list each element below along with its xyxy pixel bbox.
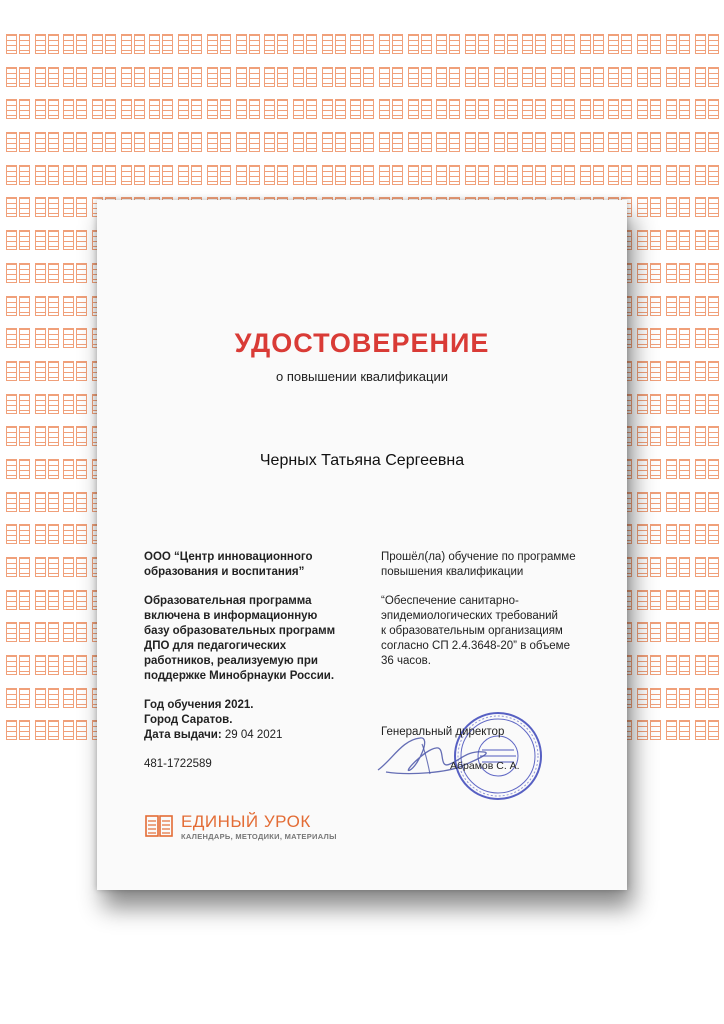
book-pattern-icon (236, 132, 260, 152)
book-pattern-icon (322, 34, 346, 54)
book-pattern-icon (637, 34, 661, 54)
book-pattern-icon (350, 132, 374, 152)
book-pattern-icon (293, 99, 317, 119)
book-pattern-icon (494, 165, 518, 185)
book-pattern-icon (350, 67, 374, 87)
book-pattern-icon (666, 426, 690, 446)
book-pattern-icon (293, 165, 317, 185)
book-pattern-icon (637, 622, 661, 642)
certificate-subtitle: о повышении квалификации (276, 369, 448, 384)
book-pattern-icon (695, 557, 719, 577)
book-pattern-icon (121, 132, 145, 152)
book-pattern-icon (178, 165, 202, 185)
book-pattern-icon (35, 328, 59, 348)
book-pattern-icon (6, 263, 30, 283)
book-pattern-icon (63, 459, 87, 479)
program-title: “Обеспечение санитарно- эпидемиологических требований к образовательным организациям согласно СП 2.4.3648-20” в объеме 36 часов. (381, 595, 570, 667)
book-pattern-icon (436, 67, 460, 87)
book-pattern-icon (264, 34, 288, 54)
book-pattern-icon (637, 655, 661, 675)
book-pattern-icon (63, 230, 87, 250)
book-pattern-icon (666, 459, 690, 479)
book-pattern-icon (63, 361, 87, 381)
book-pattern-icon (695, 394, 719, 414)
issue-details (144, 698, 359, 743)
organization-name: ООО “Центр инновационного образования и воспитания” (144, 551, 313, 578)
book-pattern-icon (207, 165, 231, 185)
training-statement: Прошёл(ла) обучение по программе повышения квалификации (381, 551, 576, 578)
book-pattern-icon (350, 99, 374, 119)
book-pattern-icon (149, 67, 173, 87)
open-book-icon (145, 815, 173, 837)
program-block (381, 550, 606, 683)
book-pattern-icon (35, 426, 59, 446)
recipient-name: Черных Татьяна Сергеевна (259, 452, 465, 469)
book-pattern-icon (608, 34, 632, 54)
book-pattern-icon (695, 230, 719, 250)
book-pattern-icon (436, 99, 460, 119)
book-pattern-icon (695, 492, 719, 512)
book-pattern-icon (178, 99, 202, 119)
book-pattern-icon (580, 34, 604, 54)
book-pattern-icon (379, 165, 403, 185)
book-pattern-icon (408, 132, 432, 152)
logo-tagline: КАЛЕНДАРЬ, МЕТОДИКИ, МАТЕРИАЛЫ (181, 832, 337, 841)
book-pattern-icon (6, 720, 30, 740)
book-pattern-icon (666, 34, 690, 54)
book-pattern-icon (465, 34, 489, 54)
book-pattern-icon (522, 132, 546, 152)
book-pattern-icon (695, 197, 719, 217)
book-pattern-icon (6, 688, 30, 708)
book-pattern-icon (608, 165, 632, 185)
book-pattern-icon (637, 99, 661, 119)
book-pattern-icon (637, 132, 661, 152)
book-pattern-icon (637, 263, 661, 283)
book-pattern-icon (6, 394, 30, 414)
book-pattern-icon (666, 524, 690, 544)
book-pattern-icon (207, 132, 231, 152)
book-pattern-icon (551, 132, 575, 152)
book-pattern-icon (637, 720, 661, 740)
book-pattern-icon (637, 230, 661, 250)
book-pattern-icon (6, 590, 30, 610)
book-pattern-icon (6, 361, 30, 381)
book-pattern-icon (63, 590, 87, 610)
book-pattern-icon (264, 132, 288, 152)
book-pattern-icon (6, 426, 30, 446)
book-pattern-icon (695, 622, 719, 642)
book-pattern-icon (551, 67, 575, 87)
book-pattern-icon (695, 34, 719, 54)
book-pattern-icon (350, 34, 374, 54)
book-pattern-icon (35, 688, 59, 708)
book-pattern-icon (580, 165, 604, 185)
certificate-title: УДОСТОВЕРЕНИЕ (234, 328, 490, 358)
book-pattern-icon (666, 655, 690, 675)
book-pattern-icon (379, 132, 403, 152)
book-pattern-icon (695, 99, 719, 119)
book-pattern-icon (121, 99, 145, 119)
book-pattern-icon (6, 132, 30, 152)
book-pattern-icon (293, 67, 317, 87)
book-pattern-icon (92, 99, 116, 119)
book-pattern-icon (35, 492, 59, 512)
book-pattern-icon (6, 165, 30, 185)
book-pattern-icon (63, 394, 87, 414)
book-pattern-icon (408, 165, 432, 185)
book-pattern-icon (92, 34, 116, 54)
director-name: Абрамов С. А. (450, 760, 520, 772)
book-pattern-icon (666, 230, 690, 250)
book-pattern-icon (293, 132, 317, 152)
book-pattern-icon (695, 296, 719, 316)
book-pattern-icon (207, 34, 231, 54)
book-pattern-icon (63, 132, 87, 152)
book-pattern-icon (522, 67, 546, 87)
issue-date-label: Дата выдачи: (144, 729, 222, 741)
book-pattern-icon (6, 622, 30, 642)
book-pattern-icon (35, 132, 59, 152)
book-pattern-icon (35, 67, 59, 87)
book-pattern-icon (666, 557, 690, 577)
book-pattern-icon (695, 459, 719, 479)
book-pattern-icon (637, 459, 661, 479)
book-pattern-icon (695, 165, 719, 185)
book-pattern-icon (207, 99, 231, 119)
book-pattern-icon (580, 132, 604, 152)
registration-number: 481-1722589 (144, 758, 212, 770)
book-pattern-icon (666, 720, 690, 740)
book-pattern-icon (35, 524, 59, 544)
book-pattern-icon (178, 67, 202, 87)
book-pattern-icon (666, 263, 690, 283)
book-pattern-icon (92, 165, 116, 185)
book-pattern-icon (522, 165, 546, 185)
book-pattern-icon (580, 99, 604, 119)
book-pattern-icon (236, 67, 260, 87)
book-pattern-icon (695, 426, 719, 446)
book-pattern-icon (121, 165, 145, 185)
book-pattern-icon (35, 655, 59, 675)
book-pattern-icon (63, 34, 87, 54)
book-pattern-icon (608, 99, 632, 119)
book-pattern-icon (637, 197, 661, 217)
book-pattern-icon (637, 67, 661, 87)
book-pattern-icon (35, 165, 59, 185)
book-pattern-icon (121, 34, 145, 54)
book-pattern-icon (178, 132, 202, 152)
book-pattern-icon (63, 99, 87, 119)
book-pattern-icon (35, 394, 59, 414)
book-pattern-icon (637, 524, 661, 544)
book-pattern-icon (322, 132, 346, 152)
book-pattern-icon (695, 263, 719, 283)
book-pattern-icon (494, 34, 518, 54)
book-pattern-icon (436, 165, 460, 185)
book-pattern-icon (379, 67, 403, 87)
certificate-document (97, 200, 627, 890)
book-pattern-icon (637, 492, 661, 512)
book-pattern-icon (63, 263, 87, 283)
book-pattern-icon (35, 557, 59, 577)
book-pattern-icon (666, 99, 690, 119)
book-pattern-icon (149, 34, 173, 54)
book-pattern-icon (6, 655, 30, 675)
book-pattern-icon (494, 67, 518, 87)
book-pattern-icon (6, 230, 30, 250)
book-pattern-icon (35, 720, 59, 740)
book-pattern-icon (35, 622, 59, 642)
book-pattern-icon (695, 328, 719, 348)
book-pattern-icon (637, 394, 661, 414)
book-pattern-icon (465, 165, 489, 185)
book-pattern-icon (551, 165, 575, 185)
book-pattern-icon (322, 165, 346, 185)
book-pattern-icon (666, 67, 690, 87)
book-pattern-icon (63, 426, 87, 446)
book-pattern-icon (149, 165, 173, 185)
book-pattern-icon (63, 720, 87, 740)
book-pattern-icon (6, 34, 30, 54)
book-pattern-icon (149, 99, 173, 119)
book-pattern-icon (63, 524, 87, 544)
book-pattern-icon (436, 132, 460, 152)
director-signature (372, 730, 502, 780)
book-pattern-icon (695, 132, 719, 152)
book-pattern-icon (35, 459, 59, 479)
book-pattern-icon (63, 655, 87, 675)
book-pattern-icon (35, 361, 59, 381)
book-pattern-icon (379, 34, 403, 54)
book-pattern-icon (465, 67, 489, 87)
book-pattern-icon (6, 492, 30, 512)
book-pattern-icon (494, 132, 518, 152)
issuer-block (144, 550, 359, 757)
book-pattern-icon (6, 296, 30, 316)
book-pattern-icon (35, 230, 59, 250)
book-pattern-icon (580, 67, 604, 87)
book-pattern-icon (6, 99, 30, 119)
book-pattern-icon (6, 557, 30, 577)
book-pattern-icon (666, 296, 690, 316)
book-pattern-icon (322, 99, 346, 119)
book-pattern-icon (637, 361, 661, 381)
book-pattern-icon (666, 688, 690, 708)
book-pattern-icon (63, 67, 87, 87)
book-pattern-icon (63, 197, 87, 217)
book-pattern-icon (149, 132, 173, 152)
book-pattern-icon (695, 524, 719, 544)
book-pattern-icon (6, 67, 30, 87)
book-pattern-icon (666, 361, 690, 381)
logo-name: ЕДИНЫЙ УРОК (181, 812, 311, 831)
book-pattern-icon (666, 197, 690, 217)
book-pattern-icon (121, 67, 145, 87)
book-pattern-icon (92, 132, 116, 152)
book-pattern-icon (35, 590, 59, 610)
book-pattern-icon (35, 197, 59, 217)
book-pattern-icon (350, 165, 374, 185)
book-pattern-icon (695, 67, 719, 87)
book-pattern-icon (637, 426, 661, 446)
book-pattern-icon (35, 99, 59, 119)
book-pattern-icon (236, 99, 260, 119)
year-line: Год обучения 2021. (144, 699, 254, 711)
book-pattern-icon (63, 688, 87, 708)
book-pattern-icon (264, 99, 288, 119)
book-pattern-icon (666, 328, 690, 348)
book-pattern-icon (264, 67, 288, 87)
book-pattern-icon (637, 328, 661, 348)
book-pattern-icon (6, 328, 30, 348)
book-pattern-icon (178, 34, 202, 54)
book-pattern-icon (608, 132, 632, 152)
book-pattern-icon (666, 590, 690, 610)
book-pattern-icon (236, 165, 260, 185)
book-pattern-icon (637, 296, 661, 316)
book-pattern-icon (522, 34, 546, 54)
book-pattern-icon (494, 99, 518, 119)
program-note: Образовательная программа включена в информационную базу образовательных программ ДПО для педагогических работников, реализуемую при поддержке Минобрнауки России. (144, 595, 336, 682)
book-pattern-icon (666, 394, 690, 414)
book-pattern-icon (695, 655, 719, 675)
director-title: Генеральный директор (381, 726, 505, 738)
book-pattern-icon (695, 688, 719, 708)
book-pattern-icon (293, 34, 317, 54)
book-pattern-icon (63, 492, 87, 512)
book-pattern-icon (6, 459, 30, 479)
issue-date: 29 04 2021 (224, 729, 283, 741)
book-pattern-icon (379, 99, 403, 119)
book-pattern-icon (637, 590, 661, 610)
book-pattern-icon (408, 99, 432, 119)
city-line: Город Саратов. (144, 714, 233, 726)
book-pattern-icon (63, 622, 87, 642)
book-pattern-icon (6, 197, 30, 217)
book-pattern-icon (264, 165, 288, 185)
book-pattern-icon (6, 524, 30, 544)
book-pattern-icon (63, 557, 87, 577)
book-pattern-icon (436, 34, 460, 54)
book-pattern-icon (695, 720, 719, 740)
book-pattern-icon (465, 99, 489, 119)
book-pattern-icon (551, 34, 575, 54)
book-pattern-icon (35, 34, 59, 54)
book-pattern-icon (63, 328, 87, 348)
book-pattern-icon (551, 99, 575, 119)
book-pattern-icon (695, 361, 719, 381)
book-pattern-icon (666, 132, 690, 152)
book-pattern-icon (207, 67, 231, 87)
book-pattern-icon (522, 99, 546, 119)
book-pattern-icon (408, 34, 432, 54)
book-pattern-icon (637, 165, 661, 185)
book-pattern-icon (637, 557, 661, 577)
book-pattern-icon (465, 132, 489, 152)
book-pattern-icon (63, 165, 87, 185)
book-pattern-icon (35, 296, 59, 316)
book-pattern-icon (408, 67, 432, 87)
book-pattern-icon (666, 622, 690, 642)
book-pattern-icon (92, 67, 116, 87)
book-pattern-icon (695, 590, 719, 610)
book-pattern-icon (666, 492, 690, 512)
book-pattern-icon (35, 263, 59, 283)
edinyi-urok-logo (145, 814, 385, 844)
book-pattern-icon (63, 296, 87, 316)
book-pattern-icon (666, 165, 690, 185)
book-pattern-icon (322, 67, 346, 87)
book-pattern-icon (236, 34, 260, 54)
book-pattern-icon (637, 688, 661, 708)
book-pattern-icon (608, 67, 632, 87)
